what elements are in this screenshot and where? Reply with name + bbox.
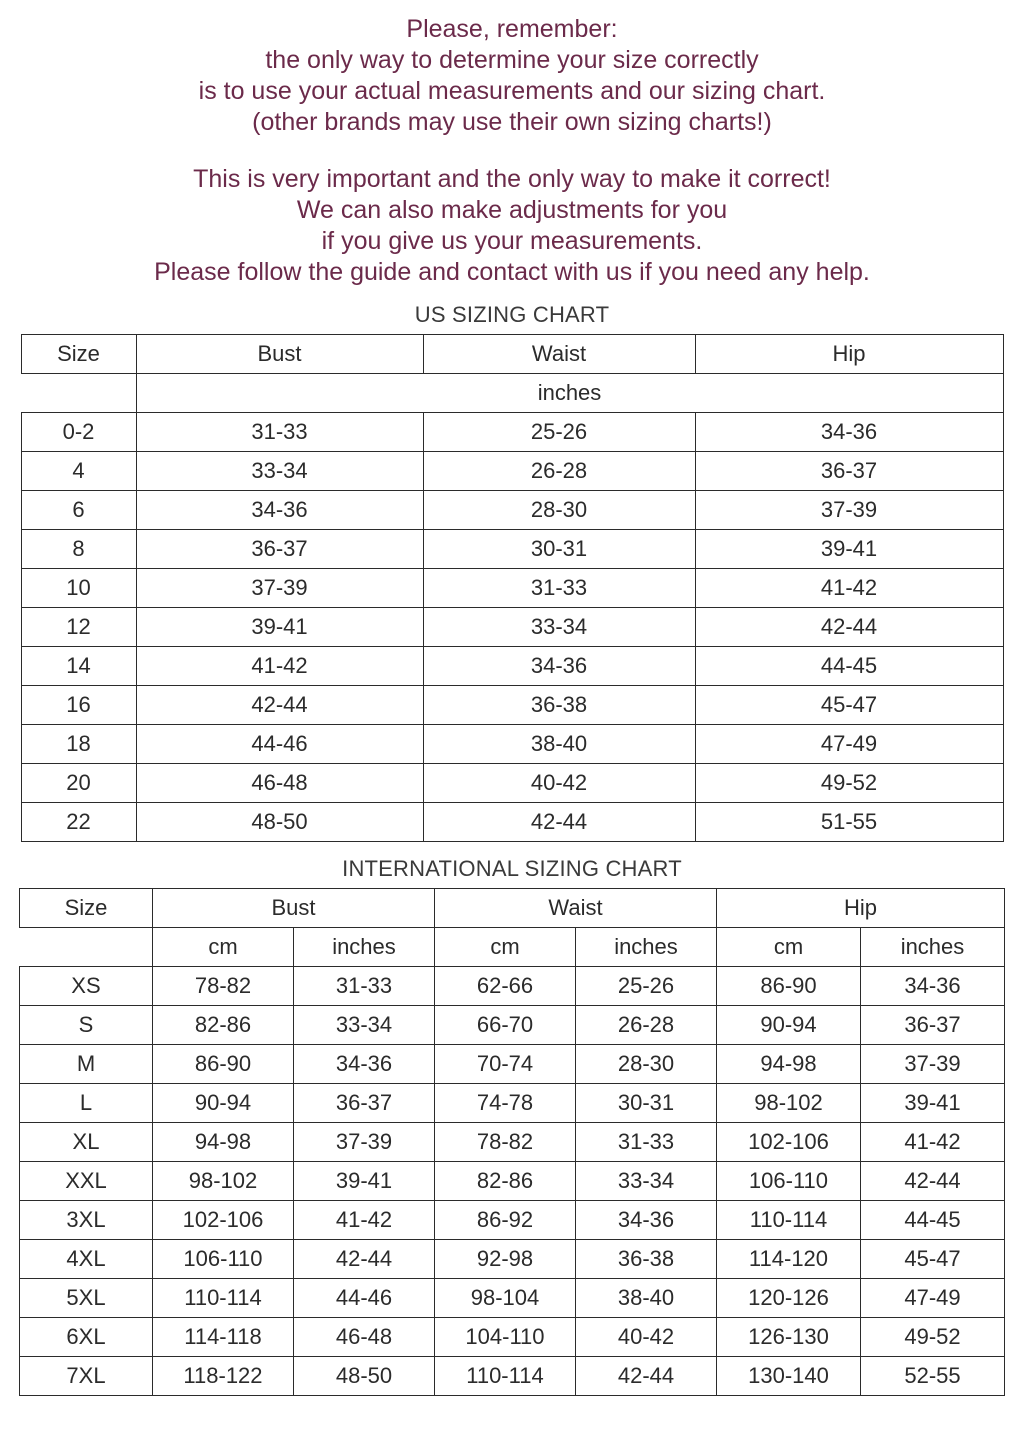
intro-line: Please follow the guide and contact with us if you need any help. bbox=[154, 258, 870, 286]
unit-header-hip-cm: cm bbox=[716, 928, 860, 967]
cell-bust-cm: 110-114 bbox=[152, 1279, 293, 1318]
cell-size: S bbox=[19, 1006, 152, 1045]
cell-waist-cm: 74-78 bbox=[434, 1084, 575, 1123]
cell-bust-cm: 114-118 bbox=[152, 1318, 293, 1357]
cell-bust-inches: 41-42 bbox=[293, 1201, 434, 1240]
table-row bbox=[19, 1201, 1004, 1240]
cell-waist: 26-28 bbox=[423, 452, 695, 491]
table-row bbox=[19, 1240, 1004, 1279]
cell-waist: 38-40 bbox=[423, 725, 695, 764]
cell-hip-cm: 86-90 bbox=[716, 967, 860, 1006]
cell-hip-inches: 41-42 bbox=[860, 1123, 1004, 1162]
cell-hip: 37-39 bbox=[695, 491, 1003, 530]
table-row bbox=[19, 1084, 1004, 1123]
cell-waist-cm: 78-82 bbox=[434, 1123, 575, 1162]
cell-hip-cm: 106-110 bbox=[716, 1162, 860, 1201]
cell-bust-inches: 39-41 bbox=[293, 1162, 434, 1201]
column-header-size: Size bbox=[21, 335, 136, 374]
cell-waist: 30-31 bbox=[423, 530, 695, 569]
cell-bust: 36-37 bbox=[136, 530, 423, 569]
cell-bust: 48-50 bbox=[136, 803, 423, 842]
table-row bbox=[21, 569, 1003, 608]
cell-hip: 49-52 bbox=[695, 764, 1003, 803]
intl-chart-title: INTERNATIONAL SIZING CHART bbox=[342, 856, 682, 881]
cell-bust-cm: 106-110 bbox=[152, 1240, 293, 1279]
cell-waist-inches: 42-44 bbox=[575, 1357, 716, 1396]
intl-sizing-table bbox=[19, 888, 1005, 1396]
table-row bbox=[19, 1318, 1004, 1357]
cell-size: 6 bbox=[21, 491, 136, 530]
cell-size: 0-2 bbox=[21, 413, 136, 452]
cell-size: 4XL bbox=[19, 1240, 152, 1279]
table-row bbox=[21, 491, 1003, 530]
cell-waist-cm: 92-98 bbox=[434, 1240, 575, 1279]
cell-size: L bbox=[19, 1084, 152, 1123]
cell-bust: 34-36 bbox=[136, 491, 423, 530]
intro-line: (other brands may use their own sizing charts!) bbox=[252, 108, 772, 136]
cell-bust-inches: 31-33 bbox=[293, 967, 434, 1006]
table-row bbox=[21, 452, 1003, 491]
cell-bust: 37-39 bbox=[136, 569, 423, 608]
unit-cell-empty bbox=[19, 928, 152, 967]
table-row bbox=[21, 764, 1003, 803]
cell-waist-inches: 30-31 bbox=[575, 1084, 716, 1123]
cell-size: 8 bbox=[21, 530, 136, 569]
cell-waist-cm: 70-74 bbox=[434, 1045, 575, 1084]
cell-hip-cm: 126-130 bbox=[716, 1318, 860, 1357]
cell-size: 3XL bbox=[19, 1201, 152, 1240]
table-row bbox=[19, 967, 1004, 1006]
intro-line: We can also make adjustments for you bbox=[296, 196, 728, 224]
intl-chart-wrapper bbox=[0, 888, 1024, 1396]
cell-waist: 42-44 bbox=[423, 803, 695, 842]
us-sizing-table bbox=[21, 334, 1004, 842]
cell-bust-cm: 102-106 bbox=[152, 1201, 293, 1240]
cell-bust-inches: 46-48 bbox=[293, 1318, 434, 1357]
cell-waist-cm: 110-114 bbox=[434, 1357, 575, 1396]
unit-header-bust-inches: inches bbox=[293, 928, 434, 967]
cell-bust-inches: 44-46 bbox=[293, 1279, 434, 1318]
intro-line: Please, remember: bbox=[406, 15, 618, 43]
intro-line: if you give us your measurements. bbox=[321, 227, 703, 255]
cell-waist: 36-38 bbox=[423, 686, 695, 725]
cell-waist-inches: 40-42 bbox=[575, 1318, 716, 1357]
intro-spacer bbox=[0, 138, 1024, 164]
cell-bust: 31-33 bbox=[136, 413, 423, 452]
cell-bust-inches: 33-34 bbox=[293, 1006, 434, 1045]
column-header-bust: Bust bbox=[136, 335, 423, 374]
unit-header-waist-cm: cm bbox=[434, 928, 575, 967]
us-chart-title: US SIZING CHART bbox=[414, 302, 610, 327]
column-header-waist: Waist bbox=[423, 335, 695, 374]
table-unit-row bbox=[21, 374, 1003, 413]
cell-waist: 40-42 bbox=[423, 764, 695, 803]
table-row bbox=[19, 1045, 1004, 1084]
cell-hip-inches: 36-37 bbox=[860, 1006, 1004, 1045]
cell-hip-inches: 45-47 bbox=[860, 1240, 1004, 1279]
table-row bbox=[19, 1123, 1004, 1162]
cell-size: 4 bbox=[21, 452, 136, 491]
table-row bbox=[19, 1279, 1004, 1318]
cell-hip-inches: 47-49 bbox=[860, 1279, 1004, 1318]
table-row bbox=[21, 608, 1003, 647]
column-header-hip: Hip bbox=[695, 335, 1003, 374]
cell-hip-cm: 94-98 bbox=[716, 1045, 860, 1084]
cell-hip-inches: 49-52 bbox=[860, 1318, 1004, 1357]
table-header-row bbox=[21, 335, 1003, 374]
cell-bust: 42-44 bbox=[136, 686, 423, 725]
table-unit-row bbox=[19, 928, 1004, 967]
table-row bbox=[19, 1162, 1004, 1201]
cell-size: 7XL bbox=[19, 1357, 152, 1396]
cell-waist-inches: 34-36 bbox=[575, 1201, 716, 1240]
unit-cell-inches: inches bbox=[136, 374, 1003, 413]
table-row bbox=[21, 413, 1003, 452]
unit-header-waist-inches: inches bbox=[575, 928, 716, 967]
cell-hip: 41-42 bbox=[695, 569, 1003, 608]
intro-line: is to use your actual measurements and our sizing chart. bbox=[198, 77, 826, 105]
table-row bbox=[21, 725, 1003, 764]
cell-waist-cm: 62-66 bbox=[434, 967, 575, 1006]
cell-waist: 25-26 bbox=[423, 413, 695, 452]
cell-hip: 42-44 bbox=[695, 608, 1003, 647]
cell-size: 6XL bbox=[19, 1318, 152, 1357]
cell-waist-cm: 104-110 bbox=[434, 1318, 575, 1357]
cell-hip-inches: 42-44 bbox=[860, 1162, 1004, 1201]
cell-size: M bbox=[19, 1045, 152, 1084]
cell-hip: 51-55 bbox=[695, 803, 1003, 842]
column-header-size: Size bbox=[19, 889, 152, 928]
cell-waist-inches: 33-34 bbox=[575, 1162, 716, 1201]
cell-hip-inches: 34-36 bbox=[860, 967, 1004, 1006]
cell-hip-inches: 52-55 bbox=[860, 1357, 1004, 1396]
cell-waist-inches: 38-40 bbox=[575, 1279, 716, 1318]
cell-hip: 39-41 bbox=[695, 530, 1003, 569]
us-chart-wrapper bbox=[0, 334, 1024, 842]
cell-waist: 31-33 bbox=[423, 569, 695, 608]
table-row bbox=[21, 647, 1003, 686]
column-header-bust: Bust bbox=[152, 889, 434, 928]
table-row bbox=[19, 1006, 1004, 1045]
cell-waist-inches: 26-28 bbox=[575, 1006, 716, 1045]
cell-waist-inches: 25-26 bbox=[575, 967, 716, 1006]
cell-bust-cm: 90-94 bbox=[152, 1084, 293, 1123]
cell-hip: 47-49 bbox=[695, 725, 1003, 764]
cell-waist-cm: 86-92 bbox=[434, 1201, 575, 1240]
cell-size: 20 bbox=[21, 764, 136, 803]
unit-header-hip-inches: inches bbox=[860, 928, 1004, 967]
intro-line: This is very important and the only way to make it correct! bbox=[193, 165, 831, 193]
cell-size: XXL bbox=[19, 1162, 152, 1201]
cell-waist-inches: 28-30 bbox=[575, 1045, 716, 1084]
cell-size: 10 bbox=[21, 569, 136, 608]
cell-hip-cm: 98-102 bbox=[716, 1084, 860, 1123]
cell-size: 16 bbox=[21, 686, 136, 725]
cell-size: 18 bbox=[21, 725, 136, 764]
cell-bust-inches: 36-37 bbox=[293, 1084, 434, 1123]
cell-bust-cm: 94-98 bbox=[152, 1123, 293, 1162]
cell-bust: 41-42 bbox=[136, 647, 423, 686]
cell-waist-cm: 98-104 bbox=[434, 1279, 575, 1318]
cell-bust-cm: 98-102 bbox=[152, 1162, 293, 1201]
cell-hip-cm: 102-106 bbox=[716, 1123, 860, 1162]
intro-text-block bbox=[0, 0, 1024, 288]
cell-waist-cm: 66-70 bbox=[434, 1006, 575, 1045]
cell-bust: 46-48 bbox=[136, 764, 423, 803]
cell-hip-cm: 90-94 bbox=[716, 1006, 860, 1045]
cell-size: 5XL bbox=[19, 1279, 152, 1318]
cell-waist-cm: 82-86 bbox=[434, 1162, 575, 1201]
table-row bbox=[21, 530, 1003, 569]
cell-hip: 45-47 bbox=[695, 686, 1003, 725]
cell-bust: 33-34 bbox=[136, 452, 423, 491]
cell-waist-inches: 36-38 bbox=[575, 1240, 716, 1279]
table-row bbox=[21, 686, 1003, 725]
cell-size: 14 bbox=[21, 647, 136, 686]
cell-bust: 39-41 bbox=[136, 608, 423, 647]
table-row bbox=[19, 1357, 1004, 1396]
cell-waist: 34-36 bbox=[423, 647, 695, 686]
cell-hip-cm: 110-114 bbox=[716, 1201, 860, 1240]
cell-hip-inches: 44-45 bbox=[860, 1201, 1004, 1240]
cell-bust-cm: 78-82 bbox=[152, 967, 293, 1006]
intro-line: the only way to determine your size correctly bbox=[265, 46, 759, 74]
cell-waist: 28-30 bbox=[423, 491, 695, 530]
cell-waist-inches: 31-33 bbox=[575, 1123, 716, 1162]
cell-hip-cm: 130-140 bbox=[716, 1357, 860, 1396]
cell-bust-inches: 42-44 bbox=[293, 1240, 434, 1279]
cell-hip-cm: 120-126 bbox=[716, 1279, 860, 1318]
cell-waist: 33-34 bbox=[423, 608, 695, 647]
cell-bust-cm: 86-90 bbox=[152, 1045, 293, 1084]
cell-size: 12 bbox=[21, 608, 136, 647]
cell-hip: 34-36 bbox=[695, 413, 1003, 452]
column-header-waist: Waist bbox=[434, 889, 716, 928]
table-row bbox=[21, 803, 1003, 842]
cell-bust-inches: 37-39 bbox=[293, 1123, 434, 1162]
cell-size: XS bbox=[19, 967, 152, 1006]
cell-bust-cm: 82-86 bbox=[152, 1006, 293, 1045]
cell-hip: 44-45 bbox=[695, 647, 1003, 686]
cell-bust-inches: 34-36 bbox=[293, 1045, 434, 1084]
unit-cell-empty bbox=[21, 374, 136, 413]
table-header-row bbox=[19, 889, 1004, 928]
cell-bust: 44-46 bbox=[136, 725, 423, 764]
unit-header-bust-cm: cm bbox=[152, 928, 293, 967]
cell-hip-inches: 37-39 bbox=[860, 1045, 1004, 1084]
cell-bust-cm: 118-122 bbox=[152, 1357, 293, 1396]
cell-hip: 36-37 bbox=[695, 452, 1003, 491]
cell-hip-cm: 114-120 bbox=[716, 1240, 860, 1279]
cell-size: XL bbox=[19, 1123, 152, 1162]
cell-bust-inches: 48-50 bbox=[293, 1357, 434, 1396]
cell-hip-inches: 39-41 bbox=[860, 1084, 1004, 1123]
cell-size: 22 bbox=[21, 803, 136, 842]
column-header-hip: Hip bbox=[716, 889, 1004, 928]
